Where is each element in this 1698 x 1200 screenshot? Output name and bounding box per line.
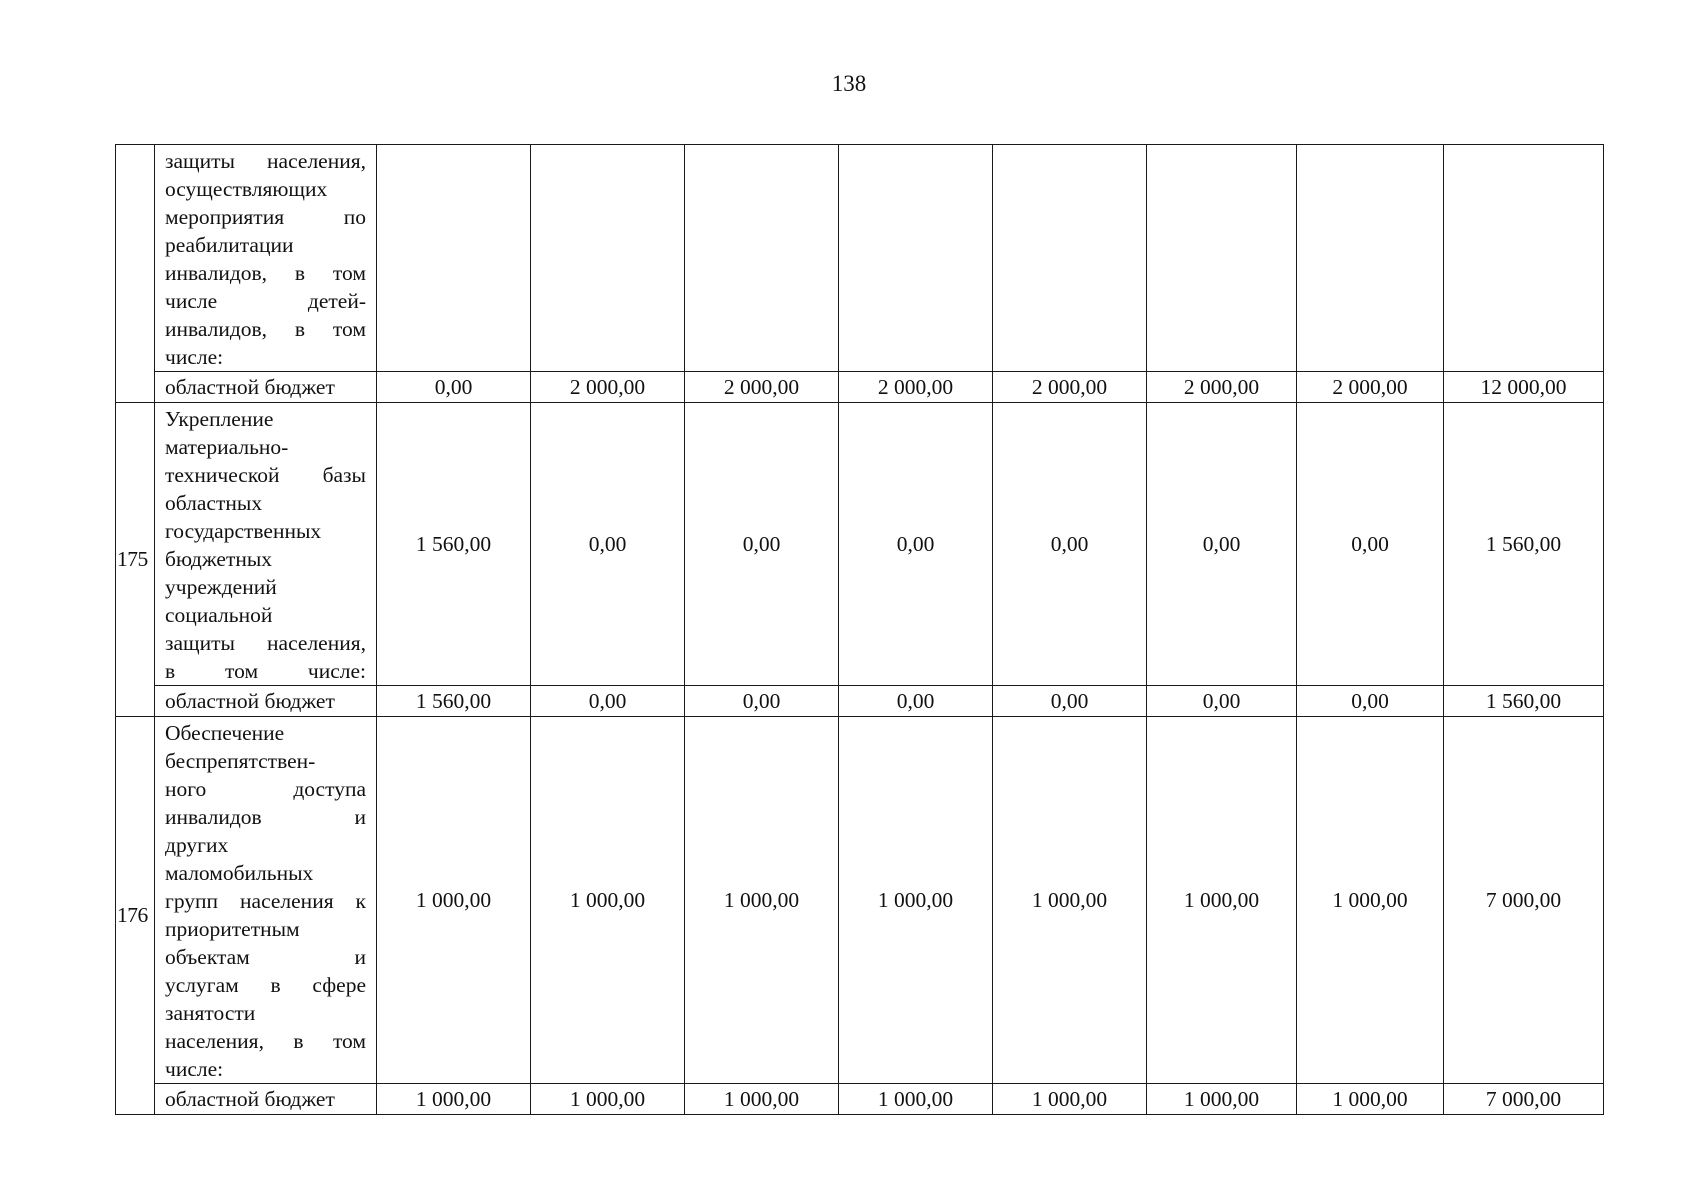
description-line: бюджетных — [165, 547, 273, 571]
budget-row — [116, 372, 1604, 403]
description-line: областных — [165, 491, 263, 515]
budget-value-cell: 2 000,00 — [1297, 372, 1444, 403]
value-cell: 1 000,00 — [377, 717, 531, 1084]
description-line: других — [165, 833, 229, 857]
row-description — [155, 403, 377, 686]
value-cell: 1 000,00 — [839, 717, 993, 1084]
description-line: социальной — [165, 603, 273, 627]
description-line: групп населения к — [165, 889, 366, 913]
description-line: материально- — [165, 435, 289, 459]
budget-value-cell: 2 000,00 — [839, 372, 993, 403]
budget-label: областной бюджет — [155, 372, 377, 403]
description-line: ного доступа — [165, 777, 366, 801]
budget-value-cell: 7 000,00 — [1444, 1084, 1604, 1115]
description-line: маломобильных — [165, 861, 314, 885]
value-cell — [1147, 145, 1297, 372]
table-row — [116, 145, 1604, 372]
budget-value-cell: 0,00 — [993, 686, 1147, 717]
description-line: объектам и — [165, 945, 366, 969]
row-number: 176 — [116, 717, 155, 1115]
description-line: услугам в сфере — [165, 973, 366, 997]
value-cell — [839, 145, 993, 372]
description-line: инвалидов, в том — [165, 317, 366, 341]
page-number: 138 — [831, 71, 867, 96]
value-cell — [531, 145, 685, 372]
description-line: беспрепятствен- — [165, 749, 316, 773]
description-line: мероприятия по — [165, 205, 366, 229]
budget-value-cell: 2 000,00 — [993, 372, 1147, 403]
table-row — [116, 717, 1604, 1084]
value-cell: 0,00 — [1297, 403, 1444, 686]
value-cell: 0,00 — [1147, 403, 1297, 686]
budget-value-cell: 1 560,00 — [1444, 686, 1604, 717]
value-cell — [685, 145, 839, 372]
budget-value-cell: 1 000,00 — [1297, 1084, 1444, 1115]
value-cell — [377, 145, 531, 372]
description-line: инвалидов и — [165, 805, 366, 829]
value-cell: 1 560,00 — [1444, 403, 1604, 686]
description-line: инвалидов, в том — [165, 261, 366, 285]
value-cell: 1 000,00 — [531, 717, 685, 1084]
value-cell: 7 000,00 — [1444, 717, 1604, 1084]
value-cell — [993, 145, 1147, 372]
description-line: Обеспечение — [165, 721, 285, 745]
description-line: защиты населения, — [165, 631, 366, 655]
budget-table — [115, 144, 1604, 1115]
row-description — [155, 145, 377, 372]
description-line: Укрепление — [165, 407, 274, 431]
budget-value-cell: 0,00 — [1147, 686, 1297, 717]
budget-value-cell: 2 000,00 — [531, 372, 685, 403]
table-body — [116, 145, 1604, 1115]
value-cell: 0,00 — [993, 403, 1147, 686]
budget-row — [116, 1084, 1604, 1115]
description-line: числе: — [165, 1057, 224, 1081]
description-line: в том числе: — [165, 659, 366, 683]
budget-value-cell: 0,00 — [377, 372, 531, 403]
row-number — [116, 145, 155, 403]
budget-value-cell: 1 000,00 — [685, 1084, 839, 1115]
budget-value-cell: 1 000,00 — [839, 1084, 993, 1115]
value-cell: 1 000,00 — [1297, 717, 1444, 1084]
budget-value-cell: 0,00 — [839, 686, 993, 717]
budget-value-cell: 0,00 — [531, 686, 685, 717]
row-description — [155, 717, 377, 1084]
table-row — [116, 403, 1604, 686]
budget-value-cell: 1 560,00 — [377, 686, 531, 717]
budget-value-cell: 12 000,00 — [1444, 372, 1604, 403]
description-line: населения, в том — [165, 1029, 366, 1053]
description-line: реабилитации — [165, 233, 294, 257]
description-line: осуществляющих — [165, 177, 328, 201]
value-cell: 1 000,00 — [685, 717, 839, 1084]
budget-value-cell: 1 000,00 — [531, 1084, 685, 1115]
description-line: защиты населения, — [165, 149, 366, 173]
budget-value-cell: 2 000,00 — [1147, 372, 1297, 403]
budget-value-cell: 0,00 — [685, 686, 839, 717]
budget-value-cell: 1 000,00 — [993, 1084, 1147, 1115]
value-cell: 0,00 — [531, 403, 685, 686]
budget-row — [116, 686, 1604, 717]
description-line: учреждений — [165, 575, 277, 599]
value-cell: 0,00 — [685, 403, 839, 686]
description-line: государственных — [165, 519, 322, 543]
description-line: технической базы — [165, 463, 366, 487]
budget-label: областной бюджет — [155, 1084, 377, 1115]
value-cell — [1444, 145, 1604, 372]
description-line: занятости — [165, 1001, 256, 1025]
budget-label: областной бюджет — [155, 686, 377, 717]
value-cell: 1 000,00 — [1147, 717, 1297, 1084]
budget-value-cell: 0,00 — [1297, 686, 1444, 717]
budget-value-cell: 1 000,00 — [377, 1084, 531, 1115]
description-line: числе детей- — [165, 289, 366, 313]
row-number: 175 — [116, 403, 155, 717]
value-cell: 0,00 — [839, 403, 993, 686]
budget-value-cell: 2 000,00 — [685, 372, 839, 403]
budget-value-cell: 1 000,00 — [1147, 1084, 1297, 1115]
description-line: приоритетным — [165, 917, 300, 941]
value-cell — [1297, 145, 1444, 372]
value-cell: 1 000,00 — [993, 717, 1147, 1084]
description-line: числе: — [165, 345, 224, 369]
value-cell: 1 560,00 — [377, 403, 531, 686]
